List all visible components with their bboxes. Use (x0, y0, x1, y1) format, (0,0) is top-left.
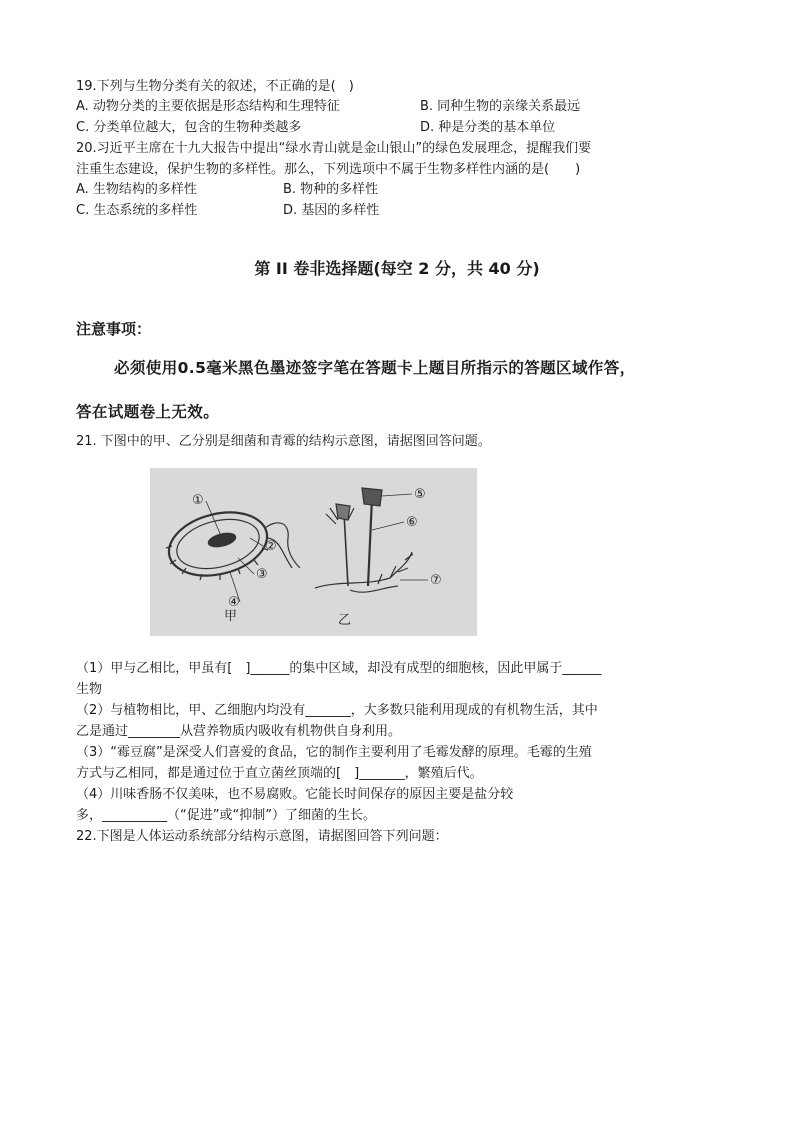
figure-label-yi: 乙 (338, 613, 352, 628)
q20-stem-line1: 20.习近平主席在十九大报告中提出“绿水青山就是金山银山”的绿色发展理念，提醒我们要 (76, 141, 592, 156)
label-5: ⑤ (414, 487, 426, 502)
q19-option-d: D. 种是分类的基本单位 (420, 120, 556, 135)
q20-option-a: A. 生物结构的多样性 (76, 182, 197, 197)
figure-label-jia: 甲 (224, 609, 238, 624)
q20-option-c: C. 生态系统的多样性 (76, 203, 198, 218)
label-3: ③ (256, 567, 268, 582)
bacteria-penicillium-figure (150, 468, 477, 636)
label-6: ⑥ (406, 515, 418, 530)
notice-heading: 注意事项： (76, 320, 152, 338)
q19-stem: 19.下列与生物分类有关的叙述，不正确的是( ) (76, 79, 354, 94)
label-1: ① (192, 493, 204, 508)
q21-part1-line2: 生物 (76, 682, 103, 697)
q20-option-d: D. 基因的多样性 (283, 203, 380, 218)
label-2: ② (265, 539, 277, 554)
q19-option-c: C. 分类单位越大，包含的生物种类越多 (76, 120, 302, 135)
q21-part3-line2: 方式与乙相同，都是通过位于直立菌丝顶端的[ ]_______，繁殖后代。 (76, 766, 483, 781)
q19-option-a: A. 动物分类的主要依据是形态结构和生理特征 (76, 99, 340, 114)
q22-stem: 22.下图是人体运动系统部分结构示意图，请据图回答下列问题： (76, 829, 448, 844)
notice-line1: 必须使用0.5毫米黑色墨迹签字笔在答题卡上题目所指示的答题区域作答， (114, 359, 636, 377)
penicillium-drawing (315, 488, 413, 592)
q21-part4-line1: （4）川味香肠不仅美味，也不易腐败。它能长时间保存的原因主要是盐分较 (76, 787, 514, 802)
notice-line2: 答在试题卷上无效。 (76, 403, 220, 421)
q21-part2-line2: 乙是通过________从营养物质内吸收有机物供自身利用。 (76, 724, 402, 739)
q21-part2-line1: （2）与植物相比，甲、乙细胞内均没有_______，大多数只能利用现成的有机物生活，其中 (76, 703, 598, 718)
q21-stem: 21. 下图中的甲、乙分别是细菌和青霉的结构示意图，请据图回答问题。 (76, 434, 491, 449)
q21-part3-line1: （3）“霉豆腐”是深受人们喜爱的食品，它的制作主要利用了毛霉发酵的原理。毛霉的生殖 (76, 745, 592, 760)
label-7: ⑦ (430, 573, 442, 588)
bacterium-drawing (162, 503, 300, 585)
label-4: ④ (228, 595, 240, 610)
q20-option-b: B. 物种的多样性 (283, 182, 379, 197)
q20-stem-line2: 注重生态建设，保护生物的多样性。那么，下列选项中不属于生物多样性内涵的是( ) (76, 162, 581, 177)
q21-part4-line2: 多，__________（“促进”或“抑制”）了细菌的生长。 (76, 808, 376, 823)
q21-part1-line1: （1）甲与乙相比，甲虽有[ ]______的集中区域，却没有成型的细胞核，因此甲属于______ (76, 661, 602, 676)
section-title: 第 II 卷非选择题(每空 2 分，共 40 分) (254, 259, 540, 278)
q19-option-b: B. 同种生物的亲缘关系最远 (420, 99, 581, 114)
